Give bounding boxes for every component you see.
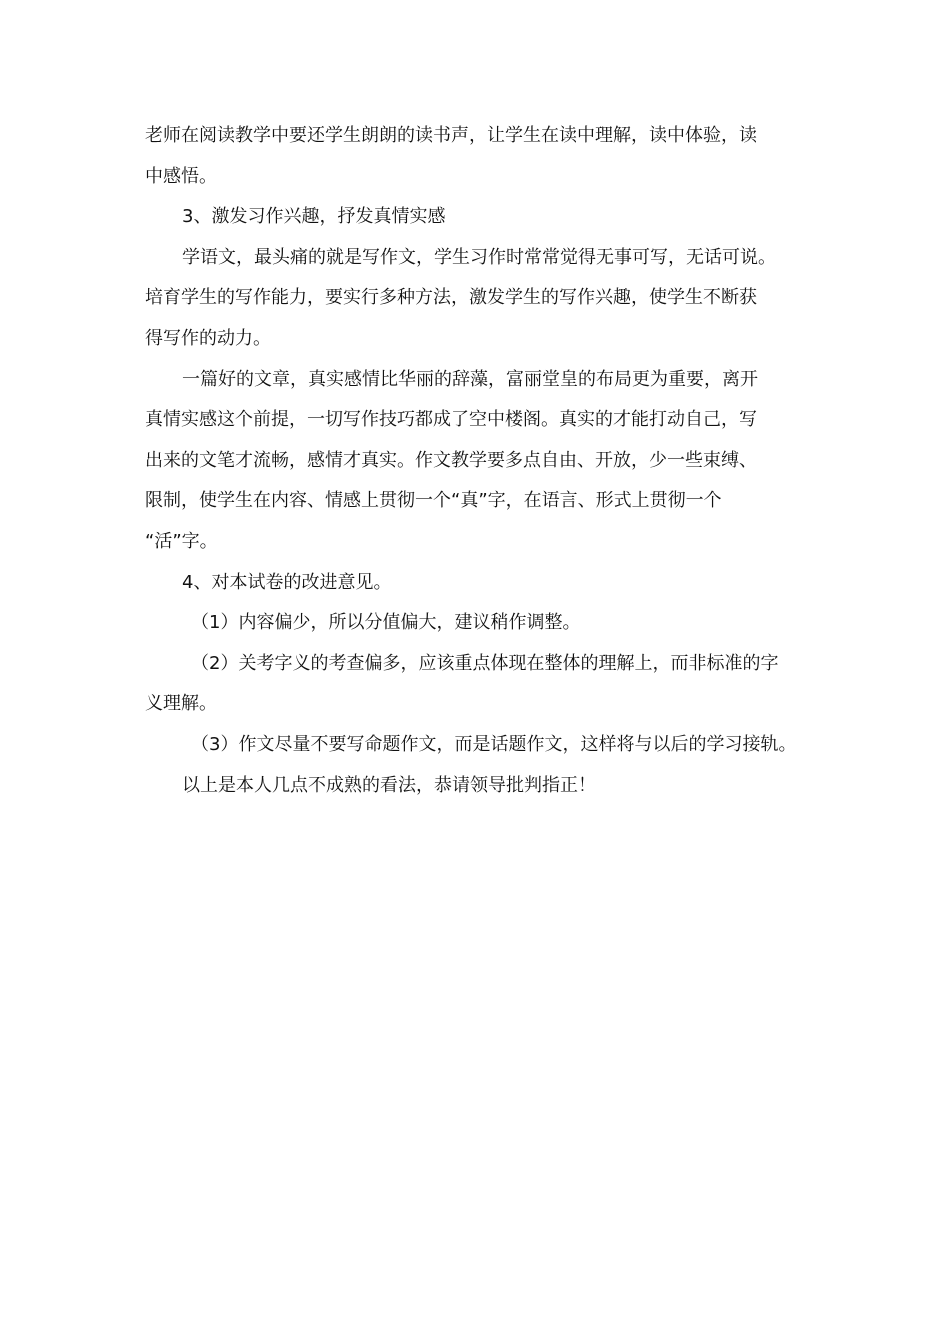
text-line: 出来的文笔才流畅，感情才真实。作文教学要多点自由、开放，少一些束缚、 [145,449,757,471]
text-line: 中感悟。 [145,165,217,187]
text-line: 学语文，最头痛的就是写作文，学生习作时常常觉得无事可写，无话可说。 [182,246,776,268]
section-heading: 4、对本试卷的改进意见。 [182,571,392,593]
text-line: 培育学生的写作能力，要实行多种方法，激发学生的写作兴趣，使学生不断获 [145,287,757,309]
list-item: （2）关考字义的考查偏多，应该重点体现在整体的理解上，而非标准的字 [191,652,779,674]
list-item: （1）内容偏少，所以分值偏大，建议稍作调整。 [191,612,581,634]
text-line: 一篇好的文章，真实感情比华丽的辞藻，富丽堂皇的布局更为重要，离开 [182,368,758,390]
text-line: 限制，使学生在内容、情感上贯彻一个“真”字，在语言、形式上贯彻一个 [145,490,722,512]
document-body [145,116,825,806]
section-heading: 3、激发习作兴趣，抒发真情实感 [182,206,446,228]
closing-line: 以上是本人几点不成熟的看法，恭请领导批判指正！ [182,774,596,796]
list-item: （3）作文尽量不要写命题作文，而是话题作文，这样将与以后的学习接轨。 [191,733,797,755]
text-line: 老师在阅读教学中要还学生朗朗的读书声，让学生在读中理解，读中体验，读 [145,125,757,146]
text-line: 义理解。 [145,693,217,715]
text-line: 真情实感这个前提，一切写作技巧都成了空中楼阁。真实的才能打动自己，写 [145,409,757,431]
text-line: “活”字。 [145,530,218,552]
text-line: 得写作的动力。 [145,327,271,349]
